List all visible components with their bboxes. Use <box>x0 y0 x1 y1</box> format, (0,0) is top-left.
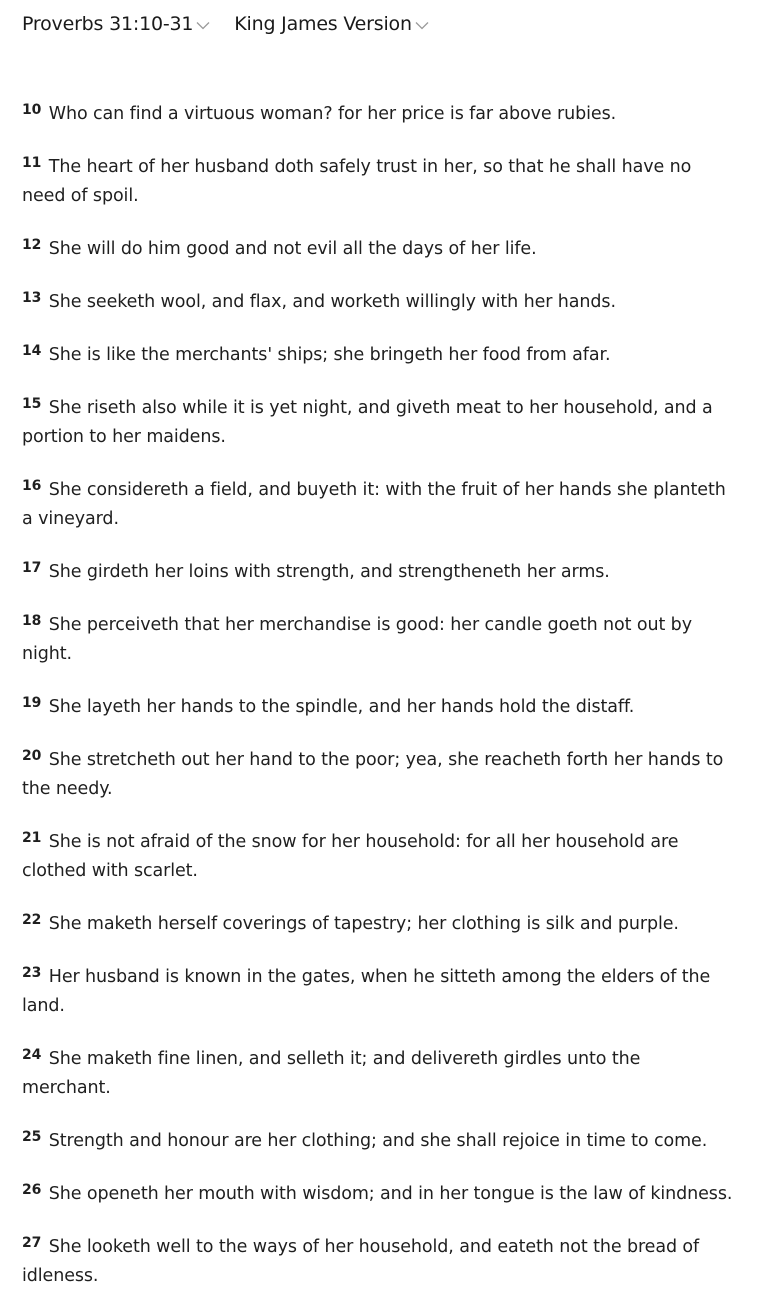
verse <box>22 284 734 317</box>
verse <box>22 149 734 211</box>
verse-number: 10 <box>22 102 42 118</box>
version-selector[interactable] <box>234 13 429 35</box>
verse-text: She seeketh wool, and flax, and worketh willingly with her hands. <box>48 292 616 312</box>
verse-number: 13 <box>22 290 42 306</box>
verse-text: She is not afraid of the snow for her household: for all her household are clothed with scarlet. <box>22 832 679 881</box>
verse-text: She stretcheth out her hand to the poor; yea, she reacheth forth her hands to the needy. <box>22 750 724 799</box>
verse-text: She girdeth her loins with strength, and strengtheneth her arms. <box>48 562 610 582</box>
verse-number: 12 <box>22 237 42 253</box>
verse <box>22 1229 734 1291</box>
verse-text: She is like the merchants' ships; she bringeth her food from afar. <box>48 345 611 365</box>
verse-text: She riseth also while it is yet night, and giveth meat to her household, and a portion to her maidens. <box>22 398 713 447</box>
verse <box>22 96 734 129</box>
verse <box>22 742 734 804</box>
verse-text: She layeth her hands to the spindle, and her hands hold the distaff. <box>48 697 635 717</box>
passage-toolbar <box>22 10 429 38</box>
verse-text: She will do him good and not evil all the days of her life. <box>48 239 537 259</box>
verse-text: Her husband is known in the gates, when he sitteth among the elders of the land. <box>22 967 711 1016</box>
verse <box>22 607 734 669</box>
verse <box>22 472 734 534</box>
verse-number: 17 <box>22 560 42 576</box>
verse-number: 19 <box>22 695 42 711</box>
verse <box>22 390 734 452</box>
verse-number: 16 <box>22 478 42 494</box>
verse <box>22 824 734 886</box>
verse-number: 14 <box>22 343 42 359</box>
verse-text: The heart of her husband doth safely trust in her, so that he shall have no need of spoil. <box>22 157 692 206</box>
verse-number: 15 <box>22 396 42 412</box>
verse <box>22 1176 734 1209</box>
verse-text: She looketh well to the ways of her household, and eateth not the bread of idleness. <box>22 1237 700 1286</box>
verse-text: Strength and honour are her clothing; and she shall rejoice in time to come. <box>48 1131 708 1151</box>
verse-list <box>22 96 734 1311</box>
verse <box>22 1041 734 1103</box>
verse-text: She perceiveth that her merchandise is good: her candle goeth not out by night. <box>22 615 692 664</box>
verse-number: 11 <box>22 155 42 171</box>
passage-label: Proverbs 31:10-31 <box>22 13 194 35</box>
verse <box>22 337 734 370</box>
verse-text: She maketh fine linen, and selleth it; and delivereth girdles unto the merchant. <box>22 1049 641 1098</box>
verse-number: 25 <box>22 1129 42 1145</box>
verse-number: 22 <box>22 912 42 928</box>
verse <box>22 231 734 264</box>
verse-number: 27 <box>22 1235 42 1251</box>
verse-number: 23 <box>22 965 42 981</box>
verse <box>22 554 734 587</box>
verse-number: 26 <box>22 1182 42 1198</box>
verse-text: She considereth a field, and buyeth it: with the fruit of her hands she planteth a vineyard. <box>22 480 726 529</box>
passage-selector[interactable] <box>22 13 210 35</box>
verse-text: Who can find a virtuous woman? for her price is far above rubies. <box>48 104 617 124</box>
verse <box>22 959 734 1021</box>
verse <box>22 689 734 722</box>
chevron-down-icon <box>415 21 429 30</box>
verse-number: 20 <box>22 748 42 764</box>
verse <box>22 906 734 939</box>
verse-number: 18 <box>22 613 42 629</box>
verse <box>22 1123 734 1156</box>
verse-text: She maketh herself coverings of tapestry; her clothing is silk and purple. <box>48 914 679 934</box>
chevron-down-icon <box>196 21 210 30</box>
verse-number: 21 <box>22 830 42 846</box>
verse-number: 24 <box>22 1047 42 1063</box>
verse-text: She openeth her mouth with wisdom; and in her tongue is the law of kindness. <box>48 1184 733 1204</box>
version-label: King James Version <box>234 13 412 35</box>
